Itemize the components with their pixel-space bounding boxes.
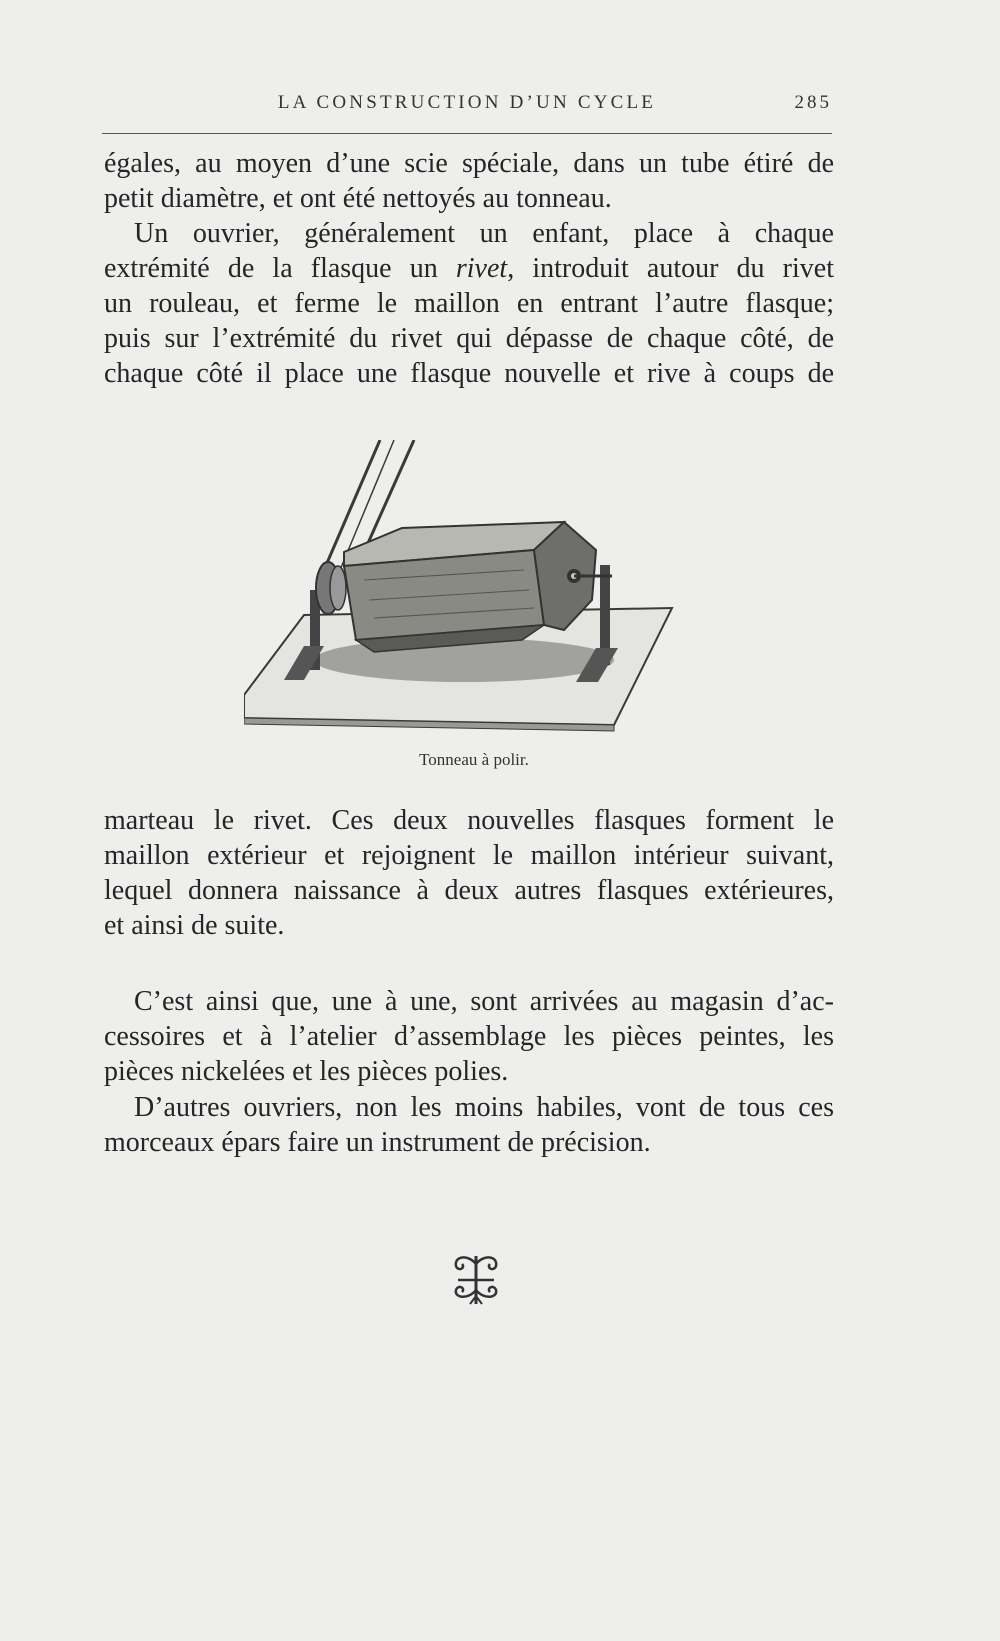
text-line: lequel donnera naissance à deux autres flasques extérieures, <box>104 875 834 906</box>
text-line: morceaux épars faire un instrument de précision. <box>104 1127 651 1158</box>
paragraph-cest-ainsi <box>104 984 834 1089</box>
figure-caption: Tonneau à polir. <box>419 750 529 769</box>
text-line: marteau le rivet. Ces deux nouvelles flasques forment le <box>104 805 834 836</box>
paragraph-marteau <box>104 803 834 943</box>
text-line: petit diamètre, et ont été nettoyés au tonneau. <box>104 183 612 214</box>
text-line: pièces nickelées et les pièces polies. <box>104 1056 509 1087</box>
text-line: cessoires et à l’atelier d’assemblage les pièces peintes, les <box>104 1021 834 1052</box>
pulley-rim <box>330 566 346 610</box>
text-line: et ainsi de suite. <box>104 910 285 941</box>
running-title: LA CONSTRUCTION D’UN CYCLE <box>277 92 657 113</box>
paragraph-dautres <box>104 1090 834 1160</box>
text-line: D’autres ouvriers, non les moins habiles, vont de tous ces <box>134 1092 834 1123</box>
running-head <box>102 92 832 122</box>
text-segment: extrémité de la flasque un <box>104 253 456 284</box>
italic-term-rivet: rivet <box>455 253 508 284</box>
text-line: C’est ainsi que, une à une, sont arrivées au magasin d’ac- <box>134 986 834 1017</box>
text-line: maillon extérieur et rejoignent le maillon intérieur suivant, <box>104 840 834 871</box>
fleuron-ornament-icon <box>446 1250 506 1310</box>
text-line: Un ouvrier, généralement un enfant, place à chaque <box>134 218 834 249</box>
text-line: égales, au moyen d’une scie spéciale, dans un tube étiré de <box>104 148 834 179</box>
page-number: 285 <box>794 92 832 113</box>
polishing-barrel-illustration <box>244 440 704 740</box>
text-line-rivet <box>104 251 834 286</box>
header-rule <box>102 133 832 134</box>
text-line: puis sur l’extrémité du rivet qui dépasse de chaque côté, de <box>104 323 834 354</box>
text-line: un rouleau, et ferme le maillon en entrant l’autre flasque; <box>104 288 834 319</box>
text-line: chaque côté il place une flasque nouvelle et rive à coups de <box>104 358 834 389</box>
text-segment: , introduit autour du rivet <box>507 253 834 284</box>
paragraph-top <box>104 146 834 216</box>
paragraph-ouvrier <box>104 216 834 391</box>
